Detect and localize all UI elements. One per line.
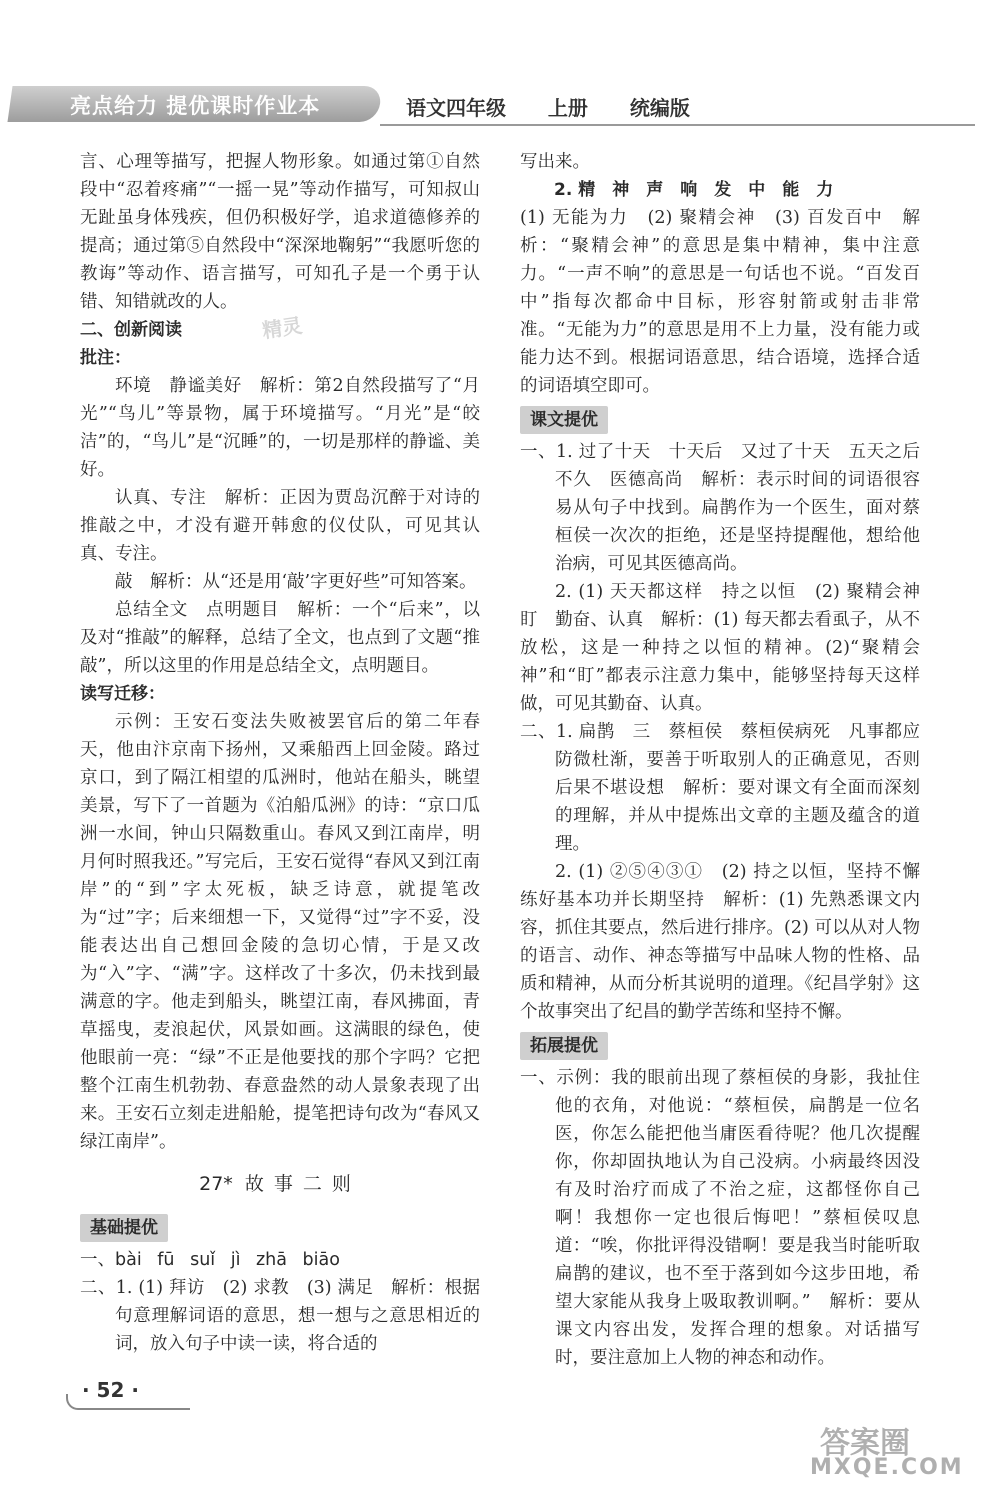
page-footer <box>66 1378 196 1412</box>
lesson-heading <box>80 1170 480 1198</box>
section-heading-innovative-reading: 二、创新阅读 <box>80 320 182 340</box>
lesson-title: 故事二则 <box>244 1173 361 1195</box>
text-q1: 一、1. 过了十天 十天后 又过了十天 五天之后 不久 医德高尚 解析：表示时间的词语很容易从句子中找到。扁鹊作为一个医生，面对蔡桓侯一次次的拒绝，还是坚持提醒他，想给他治病，可见其医德高尚。 <box>520 442 938 574</box>
header-rule <box>380 124 975 126</box>
answer-knock: 敲 解析：从“还是用‘敲’字更好些”可知答案。 <box>115 572 477 592</box>
text-q4: 2. (1) ②⑤④③① (2) 持之以恒，坚持不懈 练好基本功并长期坚持 解析：(1) 先熟悉课文内容，抓住其要点，然后进行排序。(2) 可以从对人物的语言、动作、神态等描写中品味人物的性格、品质和精神，从而分析其说明的道理。《纪昌学射》这个故事突出了纪昌的勤学苦练和坚持不懈。 <box>520 862 938 1022</box>
page-number: · 52 · <box>82 1378 139 1402</box>
extension-q1: 一、示例：我的眼前出现了蔡桓侯的身影，我扯住他的衣角，对他说：“蔡桓侯，扁鹊是一位名医，你怎么能把他当庸医看待呢？他几次提醒你，你却固执地认为自己没病。小病最终因没有及时治疗而成了不治之症，这都怪你自己啊！我想你一定也很后悔吧！”蔡桓侯叹息道：“唉，你批评得没错啊！要是我当时能听取扁鹊的建议，也不至于落到如今这步田地，希望大家能从我身上吸取教训啊。” 解析：要从课文内容出发，发挥合理的想象。对话描写时，要注意加上人物的神态和动作。 <box>520 1068 920 1368</box>
watermark-stamp: 精灵 <box>260 313 304 343</box>
answer-environment: 环境 静谧美好 解析：第2自然段描写了“月光”“鸟儿”等景物，属于环境描写。“月光”是“皎洁”的，“鸟儿”是“沉睡”的，一切是那样的静谧、美好。 <box>80 376 480 480</box>
reading-writing-label: 读写迁移： <box>80 684 165 704</box>
word-answer: (1) 无能为力 (2) 聚精会神 (3) 百发百中 解析：“聚精会神”的意思是集中精神，集中注意力。“一声不响”的意思是一句话也不说。“百发百中”指每次都命中目标，形容射箭或射击非常准。“无能为力”的意思是用不上力量，没有能力或能力达不到。根据词语意思，结合语境，选择合适的词语填空即可。 <box>520 208 920 396</box>
lesson-number: 27* <box>199 1173 233 1195</box>
subject-info: 语文四年级 上册 统编版 <box>406 96 690 120</box>
page-header <box>0 80 1000 130</box>
basic-q1-number: 一、 <box>80 1250 115 1270</box>
series-title: 亮点给力 提优课时作业本 <box>70 94 321 118</box>
footer-rule <box>80 1408 190 1410</box>
basic-q1 <box>80 1246 480 1274</box>
section-tag-extension: 拓展提优 <box>520 1032 608 1060</box>
section-tag-basic: 基础提优 <box>80 1214 168 1242</box>
writing-example: 示例：王安石变法失败被罢官后的第二年春天，他由汴京南下扬州，又乘船西上回金陵。路过京口，到了隔江相望的瓜洲时，他站在船头，眺望美景，写下了一首题为《泊船瓜洲》的诗：“京口瓜洲一水间，钟山只隔数重山。春风又到江南岸，明月何时照我还。”写完后，王安石觉得“春风又到江南岸”的“到”字太死板，缺乏诗意，就提笔改为“过”字；后来细想一下，又觉得“过”字不妥，没能表达出自己想回金陵的急切心情，于是又改为“入”字、“满”字。这样改了十多次，仍未找到最满意的字。他走到船头，眺望江南，春风拂面，青草摇曳，麦浪起伏，风景如画。这满眼的绿色，使他眼前一亮：“绿”不正是他要找的那个字吗？它把整个江南生机勃勃、春意盎然的动人景象表现了出来。王安石立刻走进船舱，提笔把诗句改为“春风又绿江南岸”。 <box>80 712 480 1152</box>
left-paragraph-1: 言、心理等描写，把握人物形象。如通过第①自然段中“忍着疼痛”“一摇一晃”等动作描写，可知叔山无趾虽身体残疾，但仍积极好学，追求道德修养的提高；通过第⑤自然段中“深深地鞠躬”“我愿听您的教诲”等动作、语言描写，可知孔子是一个勇于认错、知错就改的人。 <box>80 152 480 312</box>
text-q3: 二、1. 扁鹊 三 蔡桓侯 蔡桓侯病死 凡事都应防微杜渐，要善于听取别人的正确意见，否则后果不堪设想 解析：要对课文有全面而深刻的理解，并从中提炼出文章的主题及蕴含的道理。 <box>520 722 920 854</box>
watermark-url: MXQE.COM <box>810 1455 964 1480</box>
section-tag-text: 课文提优 <box>520 406 608 434</box>
basic-q1-pinyin: bài fū suǐ jì zhā biāo <box>115 1250 340 1270</box>
answer-focus: 认真、专注 解析：正因为贾岛沉醉于对诗的推敲之中，才没有避开韩愈的仪仗队，可见其认真、专注。 <box>80 488 480 564</box>
right-continuation: 写出来。 <box>520 152 590 172</box>
word-list: 2. 精 神 声 响 发 中 能 力 <box>554 180 834 200</box>
text-q2: 2. (1) 天天都这样 持之以恒 (2) 聚精会神 盯 勤奋、认真 解析：(1) 每天都去看虱子，从不放松，这是一种持之以恒的精神。(2)“聚精会神”和“盯”都表示注意力集中，能够坚持每天这样做，可见其勤奋、认真。 <box>520 582 938 714</box>
answer-summary: 总结全文 点明题目 解析：一个“后来”，以及对“推敲”的解释，总结了全文，也点到了文题“推敲”，所以这里的作用是总结全文，点明题目。 <box>80 600 480 676</box>
watermark-logo: 答案圈 <box>820 1426 910 1461</box>
basic-q2: 二、1. (1) 拜访 (2) 求教 (3) 满足 解析：根据句意理解词语的意思，想一想与之意思相近的词，放入句子中读一读，将合适的 <box>80 1278 480 1354</box>
right-column <box>520 148 938 1372</box>
annotation-label: 批注： <box>80 348 131 368</box>
